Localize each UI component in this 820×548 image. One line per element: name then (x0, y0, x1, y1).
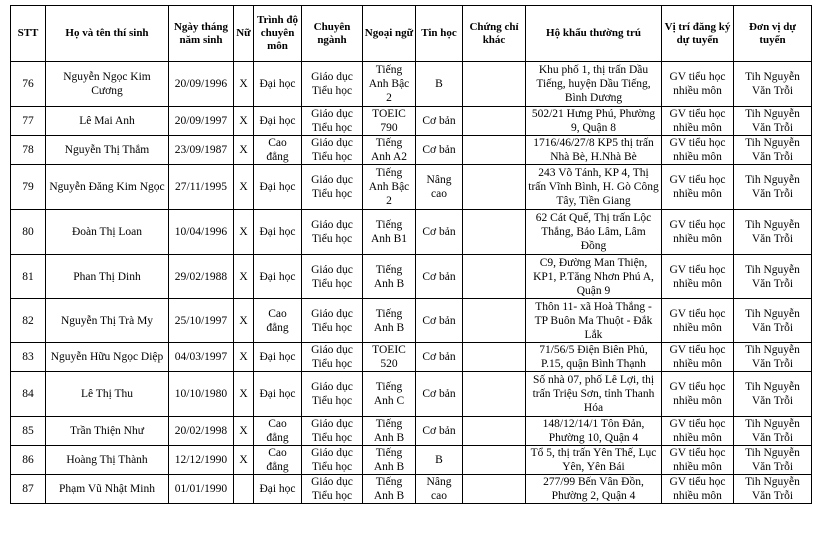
cell-level: Cao đẳng (254, 136, 302, 165)
cell-position: GV tiểu học nhiều môn (662, 372, 734, 417)
cell-major: Giáo dục Tiểu học (302, 299, 363, 343)
cell-unit: Tih Nguyễn Văn Trỗi (734, 107, 812, 136)
cell-major: Giáo dục Tiểu học (302, 210, 363, 255)
cell-dob: 27/11/1995 (169, 165, 234, 210)
cell-position: GV tiểu học nhiều môn (662, 475, 734, 504)
cell-dob: 12/12/1990 (169, 446, 234, 475)
cell-position: GV tiểu học nhiều môn (662, 107, 734, 136)
cell-address: 277/99 Bến Vân Đồn, Phường 2, Quận 4 (526, 475, 662, 504)
cell-language: TOEIC 790 (363, 107, 416, 136)
cell-other-cert (463, 165, 526, 210)
cell-position: GV tiểu học nhiều môn (662, 446, 734, 475)
cell-it: Nâng cao (416, 475, 463, 504)
cell-other-cert (463, 475, 526, 504)
cell-female: X (234, 165, 254, 210)
cell-position: GV tiểu học nhiều môn (662, 136, 734, 165)
cell-it: B (416, 62, 463, 107)
cell-name: Lê Mai Anh (46, 107, 169, 136)
cell-female: X (234, 136, 254, 165)
cell-other-cert (463, 372, 526, 417)
cell-other-cert (463, 446, 526, 475)
cell-address: 71/56/5 Điện Biên Phủ, P.15, quận Bình Thạnh (526, 343, 662, 372)
cell-female: X (234, 417, 254, 446)
cell-address: C9, Đường Man Thiện, KP1, P.Tăng Nhơn Phú A, Quận 9 (526, 255, 662, 299)
cell-address: 62 Cát Quế, Thị trấn Lộc Thắng, Bảo Lâm, Lâm Đồng (526, 210, 662, 255)
table-row (11, 210, 812, 255)
cell-position: GV tiểu học nhiều môn (662, 62, 734, 107)
cell-stt: 76 (11, 62, 46, 107)
table-body (11, 62, 812, 504)
table-row (11, 165, 812, 210)
cell-it: Cơ bản (416, 136, 463, 165)
cell-other-cert (463, 136, 526, 165)
cell-major: Giáo dục Tiểu học (302, 446, 363, 475)
table-row (11, 136, 812, 165)
cell-address: Thôn 11- xã Hoà Thắng - TP Buôn Ma Thuột - Đắk Lắk (526, 299, 662, 343)
cell-language: Tiếng Anh Bậc 2 (363, 62, 416, 107)
cell-dob: 23/09/1987 (169, 136, 234, 165)
cell-female: X (234, 62, 254, 107)
cell-major: Giáo dục Tiểu học (302, 475, 363, 504)
cell-name: Nguyễn Thị Trà My (46, 299, 169, 343)
cell-stt: 86 (11, 446, 46, 475)
cell-level: Đại học (254, 372, 302, 417)
cell-other-cert (463, 255, 526, 299)
cell-language: Tiếng Anh B1 (363, 210, 416, 255)
cell-major: Giáo dục Tiểu học (302, 417, 363, 446)
cell-address: 243 Võ Tánh, KP 4, Thị trấn Vĩnh Bình, H. Gò Công Tây, Tiền Giang (526, 165, 662, 210)
cell-dob: 10/04/1996 (169, 210, 234, 255)
cell-stt: 77 (11, 107, 46, 136)
cell-it: Nâng cao (416, 165, 463, 210)
cell-it: Cơ bản (416, 210, 463, 255)
cell-language: Tiếng Anh B (363, 255, 416, 299)
table-row (11, 475, 812, 504)
cell-position: GV tiểu học nhiều môn (662, 165, 734, 210)
header-level: Trình độ chuyên môn (254, 6, 302, 62)
cell-stt: 78 (11, 136, 46, 165)
cell-other-cert (463, 62, 526, 107)
cell-position: GV tiểu học nhiều môn (662, 417, 734, 446)
cell-dob: 20/09/1997 (169, 107, 234, 136)
cell-level: Cao đẳng (254, 417, 302, 446)
header-position: Vị trí đăng ký dự tuyển (662, 6, 734, 62)
cell-level: Đại học (254, 165, 302, 210)
cell-female: X (234, 446, 254, 475)
cell-major: Giáo dục Tiểu học (302, 62, 363, 107)
cell-other-cert (463, 343, 526, 372)
table-row (11, 255, 812, 299)
cell-level: Cao đẳng (254, 446, 302, 475)
cell-female: X (234, 372, 254, 417)
cell-female: X (234, 210, 254, 255)
cell-unit: Tih Nguyễn Văn Trỗi (734, 417, 812, 446)
cell-it: B (416, 446, 463, 475)
cell-stt: 85 (11, 417, 46, 446)
cell-dob: 25/10/1997 (169, 299, 234, 343)
cell-unit: Tih Nguyễn Văn Trỗi (734, 446, 812, 475)
header-name: Họ và tên thí sinh (46, 6, 169, 62)
cell-address: Số nhà 07, phố Lê Lợi, thị trấn Triệu Sơn, tỉnh Thanh Hóa (526, 372, 662, 417)
cell-major: Giáo dục Tiểu học (302, 372, 363, 417)
cell-unit: Tih Nguyễn Văn Trỗi (734, 475, 812, 504)
header-it: Tin học (416, 6, 463, 62)
header-language: Ngoại ngữ (363, 6, 416, 62)
cell-level: Đại học (254, 62, 302, 107)
cell-name: Lê Thị Thu (46, 372, 169, 417)
header-stt: STT (11, 6, 46, 62)
cell-unit: Tih Nguyễn Văn Trỗi (734, 62, 812, 107)
header-other-cert: Chứng chỉ khác (463, 6, 526, 62)
cell-it: Cơ bản (416, 417, 463, 446)
table-row (11, 62, 812, 107)
cell-language: Tiếng Anh B (363, 417, 416, 446)
cell-language: Tiếng Anh Bậc 2 (363, 165, 416, 210)
cell-unit: Tih Nguyễn Văn Trỗi (734, 210, 812, 255)
header-dob: Ngày tháng năm sinh (169, 6, 234, 62)
cell-level: Đại học (254, 255, 302, 299)
cell-stt: 84 (11, 372, 46, 417)
cell-unit: Tih Nguyễn Văn Trỗi (734, 165, 812, 210)
cell-stt: 82 (11, 299, 46, 343)
cell-it: Cơ bản (416, 372, 463, 417)
cell-level: Cao đẳng (254, 299, 302, 343)
cell-unit: Tih Nguyễn Văn Trỗi (734, 343, 812, 372)
header-female: Nữ (234, 6, 254, 62)
cell-language: Tiếng Anh B (363, 299, 416, 343)
cell-female: X (234, 255, 254, 299)
cell-address: Khu phố 1, thị trấn Dầu Tiếng, huyện Dầu Tiếng, Bình Dương (526, 62, 662, 107)
cell-level: Đại học (254, 210, 302, 255)
cell-it: Cơ bản (416, 343, 463, 372)
cell-position: GV tiểu học nhiều môn (662, 343, 734, 372)
cell-stt: 81 (11, 255, 46, 299)
cell-name: Phan Thị Dinh (46, 255, 169, 299)
cell-position: GV tiểu học nhiều môn (662, 255, 734, 299)
cell-unit: Tih Nguyễn Văn Trỗi (734, 372, 812, 417)
cell-address: Tổ 5, thị trấn Yên Thế, Lục Yên, Yên Bái (526, 446, 662, 475)
cell-name: Nguyễn Thị Thắm (46, 136, 169, 165)
header-unit: Đơn vị dự tuyển (734, 6, 812, 62)
cell-dob: 01/01/1990 (169, 475, 234, 504)
cell-name: Phạm Vũ Nhật Minh (46, 475, 169, 504)
cell-female (234, 475, 254, 504)
cell-female: X (234, 299, 254, 343)
table-row (11, 343, 812, 372)
candidate-table (10, 5, 812, 504)
cell-major: Giáo dục Tiểu học (302, 165, 363, 210)
cell-other-cert (463, 417, 526, 446)
header-major: Chuyên ngành (302, 6, 363, 62)
cell-address: 502/21 Hưng Phú, Phường 9, Quận 8 (526, 107, 662, 136)
cell-level: Đại học (254, 475, 302, 504)
cell-female: X (234, 343, 254, 372)
cell-name: Hoàng Thị Thành (46, 446, 169, 475)
cell-language: Tiếng Anh B (363, 475, 416, 504)
cell-other-cert (463, 210, 526, 255)
table-row (11, 107, 812, 136)
header-row (11, 6, 812, 62)
cell-position: GV tiểu học nhiều môn (662, 210, 734, 255)
cell-female: X (234, 107, 254, 136)
cell-other-cert (463, 107, 526, 136)
cell-stt: 79 (11, 165, 46, 210)
cell-major: Giáo dục Tiểu học (302, 107, 363, 136)
cell-level: Đại học (254, 107, 302, 136)
cell-it: Cơ bản (416, 299, 463, 343)
cell-major: Giáo dục Tiểu học (302, 255, 363, 299)
cell-language: Tiếng Anh C (363, 372, 416, 417)
table-row (11, 299, 812, 343)
cell-stt: 80 (11, 210, 46, 255)
cell-dob: 04/03/1997 (169, 343, 234, 372)
cell-dob: 20/02/1998 (169, 417, 234, 446)
cell-language: Tiếng Anh B (363, 446, 416, 475)
cell-it: Cơ bản (416, 107, 463, 136)
cell-position: GV tiểu học nhiều môn (662, 299, 734, 343)
cell-name: Đoàn Thị Loan (46, 210, 169, 255)
cell-unit: Tih Nguyễn Văn Trỗi (734, 255, 812, 299)
cell-unit: Tih Nguyễn Văn Trỗi (734, 299, 812, 343)
cell-other-cert (463, 299, 526, 343)
cell-dob: 10/10/1980 (169, 372, 234, 417)
cell-name: Trần Thiện Như (46, 417, 169, 446)
cell-major: Giáo dục Tiểu học (302, 136, 363, 165)
table-row (11, 372, 812, 417)
cell-language: TOEIC 520 (363, 343, 416, 372)
cell-stt: 83 (11, 343, 46, 372)
table-row (11, 417, 812, 446)
cell-it: Cơ bản (416, 255, 463, 299)
cell-dob: 29/02/1988 (169, 255, 234, 299)
cell-language: Tiếng Anh A2 (363, 136, 416, 165)
cell-unit: Tih Nguyễn Văn Trỗi (734, 136, 812, 165)
header-address: Hộ khẩu thường trú (526, 6, 662, 62)
cell-name: Nguyễn Ngọc Kim Cương (46, 62, 169, 107)
cell-address: 1716/46/27/8 KP5 thị trấn Nhà Bè, H.Nhà Bè (526, 136, 662, 165)
table-row (11, 446, 812, 475)
cell-address: 148/12/14/1 Tôn Đản, Phường 10, Quận 4 (526, 417, 662, 446)
cell-major: Giáo dục Tiểu học (302, 343, 363, 372)
cell-name: Nguyễn Hữu Ngọc Diệp (46, 343, 169, 372)
cell-level: Đại học (254, 343, 302, 372)
cell-stt: 87 (11, 475, 46, 504)
cell-dob: 20/09/1996 (169, 62, 234, 107)
cell-name: Nguyễn Đăng Kim Ngọc (46, 165, 169, 210)
